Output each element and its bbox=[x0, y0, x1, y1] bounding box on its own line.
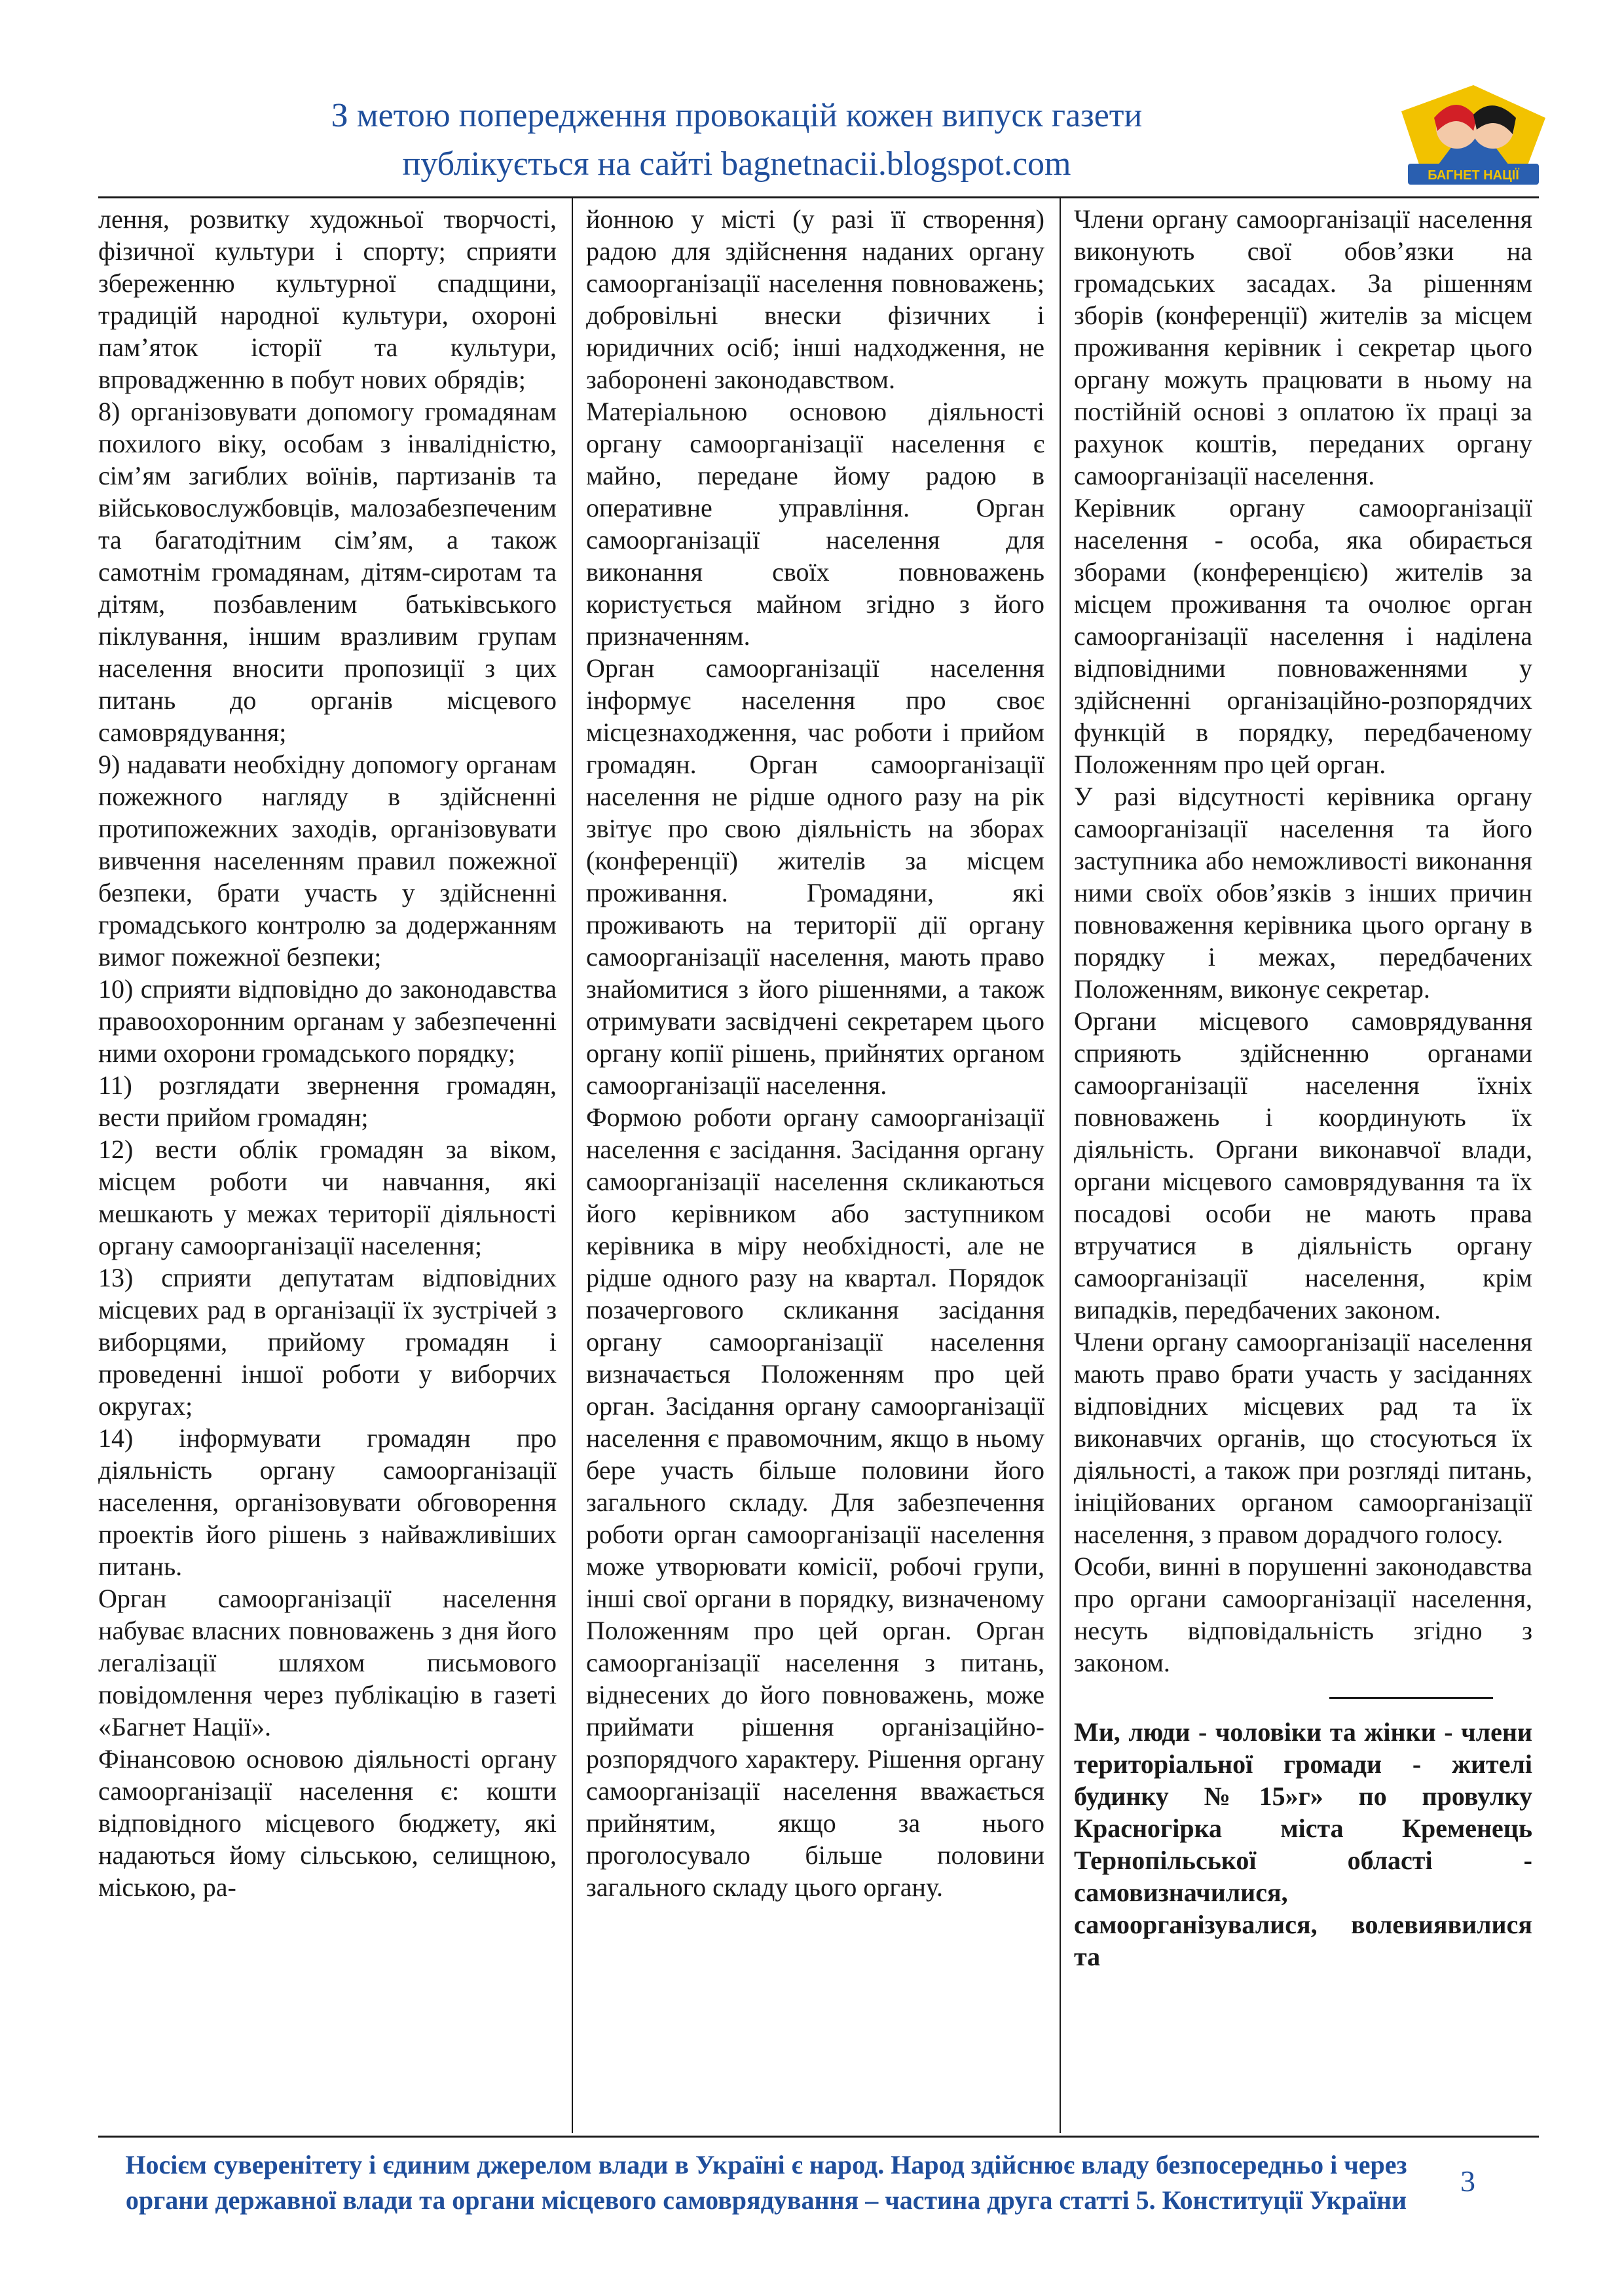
page-header bbox=[98, 92, 1375, 189]
paragraph: Формою роботи органу самоорганізації населення є засідання. Засідання органу самоорганізації населення скликаються його керівником або заступником керівника в міру необхідності, але не рідше одного разу на квартал. Порядок позачергового скликання засідання органу самоорганізації населення визначається Положенням про цей орган. Засідання органу самоорганізації населення є правомочним, якщо в ньому бере участь більше половини його загального складу. Для забезпечення роботи орган самоорганізації населення може утворювати комісії, робочі групи, інші свої органи в порядку, визначеному Положенням про цей орган. Орган самоорганізації населення з питань, віднесених до його повноважень, може приймати рішення організаційно-розпорядчого характеру. Рішення органу самоорганізації населення вважається прийнятим, якщо за нього проголосувало більше половини загального складу цього органу. bbox=[586, 1102, 1044, 1902]
paragraph: Члени органу самоорганізації населення мають право брати участь у засіданнях відповідних місцевих рад та їх виконавчих органів, що стосуються їх діяльності, а також при розгляді питань, ініційованих органом самоорганізації населення, з правом дорадчого голосу. bbox=[1074, 1327, 1532, 1549]
paragraph: Особи, винні в порушенні законодавства про органи самоорганізації населення, несуть відповідальність згідно з законом. bbox=[1074, 1552, 1532, 1677]
paragraph: Керівник органу самоорганізації населення - особа, яка обирається зборами (конференцією) жителів за місцем проживання та очолює орган самоорганізації населення і наділена відповідними повноваженнями у здійсненні організаційно-розпорядчих функцій в порядку, передбаченому Положенням про цей орган. bbox=[1074, 493, 1532, 779]
footer-quote bbox=[98, 2147, 1434, 2218]
logo-text: БАГНЕТ НАЦІЇ bbox=[1428, 168, 1519, 183]
paragraph: 12) вести облік громадян за віком, місцем роботи чи навчання, які мешкають у межах території діяльності органу самоорганізації населення; bbox=[98, 1135, 557, 1260]
section-separator bbox=[1329, 1697, 1493, 1699]
page-number: 3 bbox=[1460, 2164, 1475, 2198]
paragraph: Орган самоорганізації населення інформує населення про своє місцезнаходження, час роботи і прийом громадян. Орган самоорганізації населення не рідше одного разу на рік звітує про свою діяльність на зборах (конференції) жителів за місцем проживання. Громадяни, які проживають на території дії органу самоорганізації населення, мають право знайомитися з його рішеннями, а також отримувати засвідчені секретарем цього органу копії рішень, прийнятих органом самоорганізації населення. bbox=[586, 653, 1044, 1100]
newspaper-logo bbox=[1395, 72, 1552, 190]
paragraph: 13) сприяти депутатам відповідних місцевих рад в організації їх зустрічей з виборцями, прийому громадян і проведенні іншої роботи у виборчих округах; bbox=[98, 1263, 557, 1421]
header-line-2: публікується на сайті bagnetnacii.blogspot.com bbox=[402, 145, 1071, 183]
paragraph: 11) розглядати звернення громадян, вести прийом громадян; bbox=[98, 1070, 557, 1132]
column-divider bbox=[572, 198, 573, 2133]
paragraph: 10) сприяти відповідно до законодавства правоохоронним органам у забезпеченні ними охорони громадського порядку; bbox=[98, 974, 557, 1068]
paragraph: У разі відсутності керівника органу самоорганізації населення та його заступника або неможливості виконання ними своїх обов’язків з інших причин повноваження керівника цього органу в порядку і межах, передбачених Положенням, виконує секретар. bbox=[1074, 782, 1532, 1004]
column-2 bbox=[586, 203, 1044, 2131]
paragraph: 9) надавати необхідну допомогу органам пожежного нагляду в здійсненні протипожежних заходів, організовувати вивчення населенням правил пожежної безпеки, брати участь у здійсненні громадського контролю за додержанням вимог пожежної безпеки; bbox=[98, 750, 557, 972]
declaration-paragraph: Ми, люди - чоловіки та жінки - члени територіальної громади - жителі будинку №15»г» по провулку Красногірка міста Кременець Тернопільської області - самовизначилися, самоорганізувалися, волевиявилися та bbox=[1074, 1717, 1532, 1971]
footer-line-2: органи державної влади та органи місцевого самоврядування – частина друга статті 5. Конституції України bbox=[125, 2185, 1407, 2215]
paragraph: Матеріальною основою діяльності органу самоорганізації населення є майно, передане йому радою в оперативне управління. Орган самоорганізації населення для виконання своїх повноважень користується майном згідно з його призначенням. bbox=[586, 397, 1044, 651]
paragraph: 14) інформувати громадян про діяльність органу самоорганізації населення, організовувати обговорення проектів його рішень з найважливіших питань. bbox=[98, 1423, 557, 1581]
footer-line-1: Носієм суверенітету і єдиним джерелом влади в Україні є народ. Народ здійснює владу безпосередньо і через bbox=[125, 2150, 1407, 2179]
paragraph: Члени органу самоорганізації населення виконують свої обов’язки на громадських засадах. За рішенням зборів (конференції) жителів за місцем проживання керівник і секретар цього органу можуть працювати в ньому на постійній основі з оплатою їх праці за рахунок коштів, переданих органу самоорганізації населення. bbox=[1074, 204, 1532, 490]
logo-emblem-icon bbox=[1395, 72, 1552, 190]
footer-rule bbox=[98, 2136, 1539, 2138]
paragraph: йонною у місті (у разі її створення) радою для здійснення наданих органу самоорганізації населення повноважень; добровільні внески фізичних і юридичних осіб; інші надходження, не заборонені законодавством. bbox=[586, 204, 1044, 394]
header-rule bbox=[98, 196, 1539, 198]
column-1 bbox=[98, 203, 557, 2131]
column-divider bbox=[1060, 198, 1061, 2133]
paragraph: Фінансовою основою діяльності органу самоорганізації населення є: кошти відповідного місцевого бюджету, які надаються йому сільською, селищною, міською, ра- bbox=[98, 1744, 557, 1902]
header-line-1: З метою попередження провокацій кожен випуск газети bbox=[331, 97, 1143, 134]
paragraph: Орган самоорганізації населення набуває власних повноважень з дня його легалізації шляхом письмового повідомлення через публікацію в газеті «Багнет Нації». bbox=[98, 1584, 557, 1741]
paragraph: 8) організовувати допомогу громадянам похилого віку, особам з інвалідністю, сім’ям загиблих воїнів, партизанів та військовослужбовців, малозабезпеченим та багатодітним сім’ям, а також самотнім громадянам, дітям-сиротам та дітям, позбавленим батьківського піклування, іншим вразливим групам населення вносити пропозиції з цих питань до органів місцевого самоврядування; bbox=[98, 397, 557, 747]
paragraph: Органи місцевого самоврядування сприяють здійсненню органами самоорганізації населення їхніх повноважень і координують їх діяльність. Органи виконавчої влади, органи місцевого самоврядування та їх посадові особи не мають права втручатися в діяльність органу самоорганізації населення, крім випадків, передбачених законом. bbox=[1074, 1006, 1532, 1324]
column-3 bbox=[1074, 203, 1532, 2131]
paragraph: лення, розвитку художньої творчості, фізичної культури і спорту; сприяти збереженню культурної спадщини, традицій народної культури, охороні пам’яток історії та культури, впровадженню в побут нових обрядів; bbox=[98, 204, 557, 394]
